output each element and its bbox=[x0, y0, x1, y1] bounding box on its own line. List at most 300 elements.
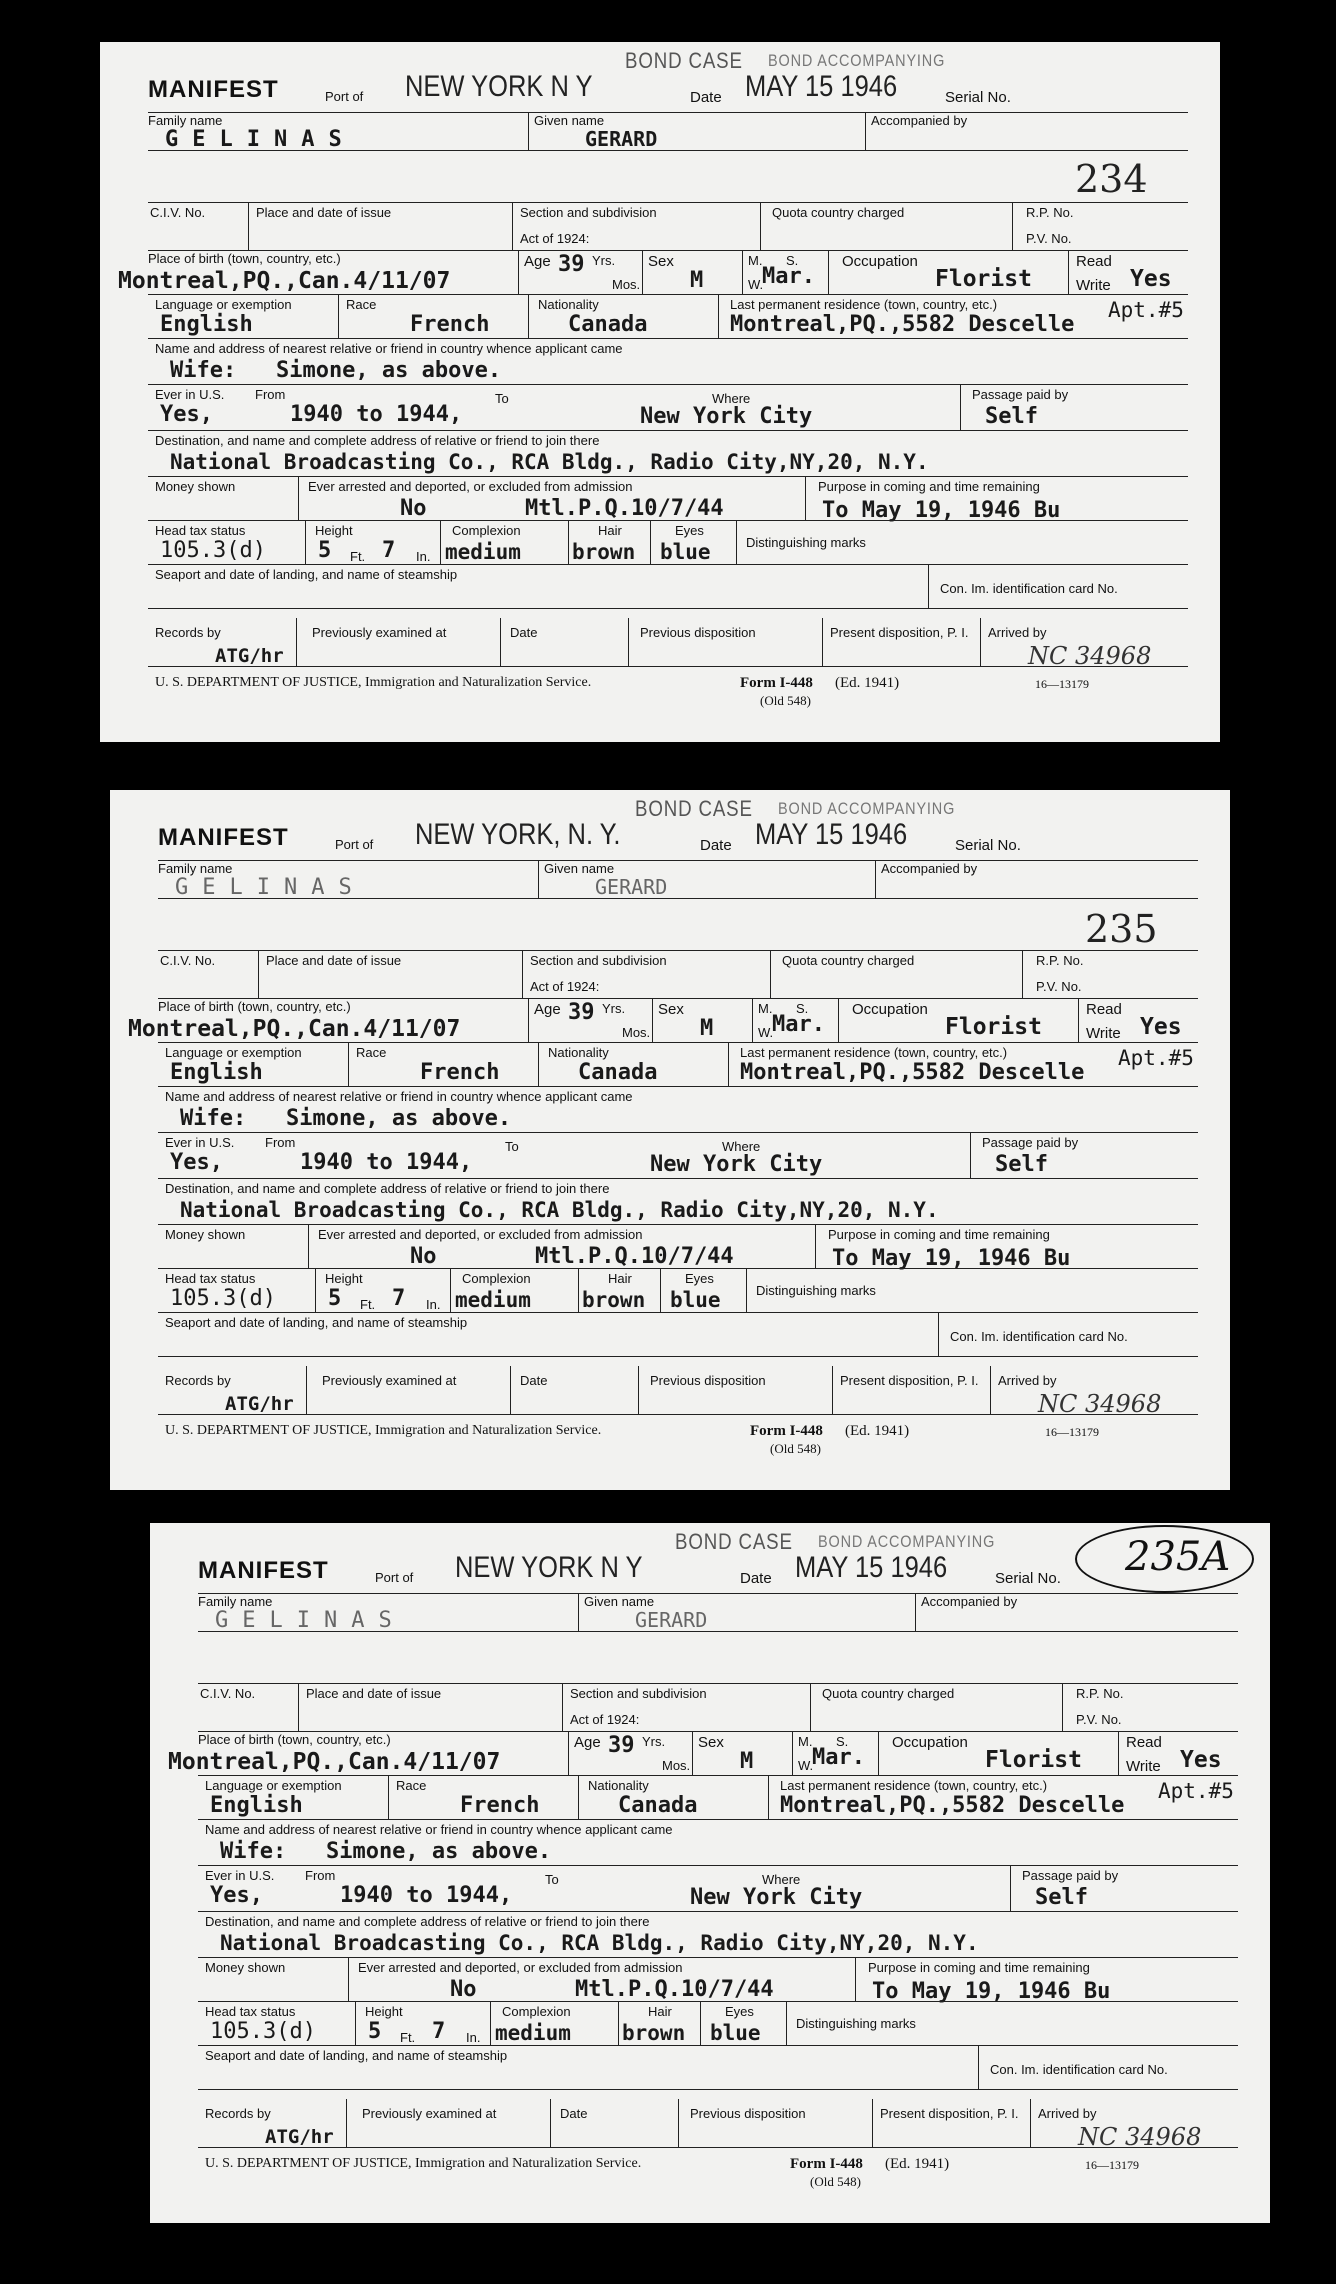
rule bbox=[148, 150, 1188, 151]
records-label: Records by bbox=[205, 2106, 271, 2121]
arrested-label: Ever arrested and deported, or excluded from admission bbox=[308, 479, 633, 494]
serial-label: Serial No. bbox=[945, 89, 1011, 106]
height-label: Height bbox=[325, 1271, 363, 1286]
arrived-by-value: NC 34968 bbox=[1078, 2123, 1202, 2151]
rule bbox=[198, 1631, 1238, 1632]
conim-label: Con. Im. identification card No. bbox=[940, 581, 1118, 596]
complexion-value: medium bbox=[495, 2021, 571, 2045]
rule bbox=[348, 1957, 349, 2001]
rule bbox=[158, 1086, 1198, 1087]
records-label: Records by bbox=[155, 625, 221, 640]
rule bbox=[198, 2045, 1238, 2046]
ever-us-value: Yes, bbox=[160, 402, 213, 427]
hair-label: Hair bbox=[598, 523, 622, 538]
race-value: French bbox=[460, 1793, 540, 1818]
rule bbox=[528, 294, 529, 338]
place-issue-label: Place and date of issue bbox=[256, 205, 392, 220]
rule bbox=[928, 564, 929, 608]
write-label: Write bbox=[1126, 1758, 1161, 1775]
rule bbox=[1010, 1865, 1011, 1911]
where-label: Where bbox=[712, 391, 751, 406]
rule bbox=[550, 2099, 551, 2147]
rule bbox=[158, 1268, 1198, 1269]
rule bbox=[970, 1132, 971, 1178]
date-label: Date bbox=[700, 837, 732, 854]
rule bbox=[148, 202, 1188, 203]
rule bbox=[1078, 998, 1079, 1042]
pv-label: P.V. No. bbox=[1036, 979, 1082, 994]
birth-value: Montreal,PQ.,Can.4/11/07 bbox=[118, 268, 451, 294]
read-write-value: Yes bbox=[1180, 1747, 1222, 1773]
accompanied-label: Accompanied by bbox=[871, 113, 968, 128]
marital-value: Mar. bbox=[772, 1012, 825, 1037]
prev-disp-label: Previous disposition bbox=[640, 625, 756, 640]
m-label: M. bbox=[798, 1734, 813, 1749]
sex-label: Sex bbox=[648, 253, 674, 270]
s-label: S. bbox=[796, 1001, 809, 1016]
to-label: To bbox=[545, 1872, 559, 1887]
sex-value: M bbox=[690, 268, 704, 293]
footer-dept: U. S. DEPARTMENT OF JUSTICE, Immigration and Naturalization Service. bbox=[165, 1423, 602, 1438]
rule bbox=[938, 1312, 939, 1356]
read-write-value: Yes bbox=[1140, 1014, 1182, 1040]
rule bbox=[348, 1042, 349, 1086]
rule bbox=[306, 1366, 307, 1414]
given-name-label: Given name bbox=[534, 113, 605, 128]
height-label: Height bbox=[315, 523, 353, 538]
bond-accompanying-stamp: BOND ACCOMPANYING bbox=[778, 799, 956, 818]
rule bbox=[148, 338, 1188, 339]
rule bbox=[198, 1775, 1238, 1776]
ever-us-label: Ever in U.S. bbox=[155, 387, 225, 402]
rule bbox=[148, 112, 1188, 113]
nationality-label: Nationality bbox=[548, 1045, 609, 1060]
m-label: M. bbox=[748, 253, 763, 268]
bond-accompanying-stamp: BOND ACCOMPANYING bbox=[768, 51, 946, 70]
section-label: Section and subdivision bbox=[570, 1686, 707, 1701]
rule bbox=[528, 998, 529, 1042]
residence-value: Montreal,PQ.,5582 Descelle bbox=[730, 312, 1075, 337]
money-label: Money shown bbox=[155, 479, 236, 494]
port-label: Port of bbox=[335, 837, 374, 852]
date-value: MAY 15 1946 bbox=[795, 1551, 948, 1584]
ft-label: Ft. bbox=[350, 549, 366, 564]
manifest-title: MANIFEST bbox=[148, 76, 279, 103]
act-label: Act of 1924: bbox=[530, 979, 600, 994]
place-issue-label: Place and date of issue bbox=[266, 953, 402, 968]
prev-exam-label: Previously examined at bbox=[362, 2106, 497, 2121]
records-by-value: ATG/hr bbox=[225, 1393, 294, 1415]
rule bbox=[618, 2001, 619, 2045]
rule bbox=[296, 618, 297, 666]
date2-label: Date bbox=[560, 2106, 588, 2121]
rule bbox=[728, 1042, 729, 1086]
rule bbox=[538, 860, 539, 898]
language-value: English bbox=[210, 1793, 303, 1818]
where-label: Where bbox=[762, 1872, 801, 1887]
rule bbox=[980, 618, 981, 666]
relative-value: Wife: Simone, as above. bbox=[220, 1839, 552, 1864]
rule bbox=[198, 1865, 1238, 1866]
date-label: Date bbox=[690, 89, 722, 106]
seaport-label: Seaport and date of landing, and name of steamship bbox=[155, 567, 458, 582]
act-label: Act of 1924: bbox=[520, 231, 590, 246]
w-label: W. bbox=[758, 1025, 774, 1040]
admission-ref-value: Mtl.P.Q.10/7/44 bbox=[535, 1244, 734, 1269]
rule bbox=[1022, 950, 1023, 998]
seaport-label: Seaport and date of landing, and name of steamship bbox=[165, 1315, 468, 1330]
marks-label: Distinguishing marks bbox=[796, 2016, 916, 2031]
civ-label: C.I.V. No. bbox=[200, 1686, 256, 1701]
rule bbox=[198, 1819, 1238, 1820]
footer-dept: U. S. DEPARTMENT OF JUSTICE, Immigration and Naturalization Service. bbox=[205, 2156, 642, 2171]
complexion-value: medium bbox=[455, 1288, 531, 1312]
yrs-label: Yrs. bbox=[642, 1734, 666, 1749]
nationality-label: Nationality bbox=[538, 297, 599, 312]
accompanied-label: Accompanied by bbox=[881, 861, 978, 876]
date2-label: Date bbox=[520, 1373, 548, 1388]
sex-label: Sex bbox=[698, 1734, 724, 1751]
headtax-label: Head tax status bbox=[155, 523, 246, 538]
mos-label: Mos. bbox=[612, 277, 641, 292]
height-label: Height bbox=[365, 2004, 403, 2019]
yrs-label: Yrs. bbox=[592, 253, 616, 268]
rule bbox=[158, 1042, 1198, 1043]
rule bbox=[1062, 1683, 1063, 1731]
footer-ed: (Ed. 1941) bbox=[885, 2156, 950, 2172]
rule bbox=[522, 950, 523, 998]
rule bbox=[528, 112, 529, 150]
records-by-value: ATG/hr bbox=[265, 2126, 334, 2148]
given-name-value: GERARD bbox=[635, 1608, 708, 1632]
rule bbox=[838, 998, 839, 1042]
rule bbox=[752, 998, 753, 1042]
from-label: From bbox=[265, 1135, 296, 1150]
rule bbox=[786, 2001, 787, 2045]
arrived-by-value: NC 34968 bbox=[1028, 642, 1152, 670]
section-label: Section and subdivision bbox=[520, 205, 657, 220]
height-in-value: 7 bbox=[382, 538, 396, 563]
birth-label: Place of birth (town, country, etc.) bbox=[148, 251, 341, 266]
rule bbox=[158, 1312, 1198, 1313]
rule bbox=[578, 1593, 579, 1631]
rule bbox=[148, 384, 1188, 385]
rule bbox=[338, 294, 339, 338]
rule bbox=[718, 294, 719, 338]
family-name-label: Family name bbox=[148, 113, 223, 128]
arrested-label: Ever arrested and deported, or excluded from admission bbox=[358, 1960, 683, 1975]
footer-form: Form I-448 bbox=[790, 2156, 863, 2172]
rule bbox=[500, 618, 501, 666]
where-label: Where bbox=[722, 1139, 761, 1154]
port-value: NEW YORK, N. Y. bbox=[415, 818, 621, 851]
rule bbox=[298, 476, 299, 520]
date-value: MAY 15 1946 bbox=[745, 70, 898, 103]
ft-label: Ft. bbox=[400, 2030, 416, 2045]
rule bbox=[518, 250, 519, 294]
rule bbox=[865, 112, 866, 150]
family-name-label: Family name bbox=[198, 1594, 273, 1609]
where-value: New York City bbox=[650, 1152, 823, 1177]
present-disp-label: Present disposition, P. I. bbox=[830, 625, 969, 640]
rule bbox=[198, 2147, 1238, 2148]
rule bbox=[810, 1683, 811, 1731]
marks-label: Distinguishing marks bbox=[756, 1283, 876, 1298]
headtax-value: 105.3(d) bbox=[160, 538, 266, 563]
manifest-card-3 bbox=[150, 1523, 1270, 2223]
rule bbox=[650, 520, 651, 564]
write-label: Write bbox=[1076, 277, 1111, 294]
occupation-value: Florist bbox=[945, 1014, 1042, 1040]
rule bbox=[158, 1414, 1198, 1415]
destination-label: Destination, and name and complete address of relative or friend to join there bbox=[165, 1181, 610, 1196]
rule bbox=[158, 898, 1198, 899]
rule bbox=[828, 250, 829, 294]
mos-label: Mos. bbox=[662, 1758, 691, 1773]
present-disp-label: Present disposition, P. I. bbox=[840, 1373, 979, 1388]
rule bbox=[638, 1366, 639, 1414]
rule bbox=[490, 2001, 491, 2045]
rule bbox=[562, 1683, 563, 1731]
age-value: 39 bbox=[608, 1733, 635, 1758]
footer-ed: (Ed. 1941) bbox=[845, 1423, 910, 1439]
footer-code: 16—13179 bbox=[1045, 1425, 1099, 1439]
pv-label: P.V. No. bbox=[1076, 1712, 1122, 1727]
eyes-value: blue bbox=[710, 2021, 761, 2045]
where-value: New York City bbox=[640, 404, 813, 429]
purpose-label: Purpose in coming and time remaining bbox=[868, 1960, 1090, 1975]
footer-ed: (Ed. 1941) bbox=[835, 675, 900, 691]
sex-value: M bbox=[740, 1749, 754, 1774]
nationality-value: Canada bbox=[618, 1793, 698, 1818]
mos-label: Mos. bbox=[622, 1025, 651, 1040]
prev-exam-label: Previously examined at bbox=[312, 625, 447, 640]
civ-label: C.I.V. No. bbox=[150, 205, 206, 220]
ft-label: Ft. bbox=[360, 1297, 376, 1312]
quota-label: Quota country charged bbox=[782, 953, 915, 968]
purpose-value: To May 19, 1946 Bu bbox=[822, 498, 1061, 523]
rule bbox=[760, 202, 761, 250]
birth-label: Place of birth (town, country, etc.) bbox=[158, 999, 351, 1014]
w-label: W. bbox=[748, 277, 764, 292]
marital-value: Mar. bbox=[762, 264, 815, 289]
admission-ref-value: Mtl.P.Q.10/7/44 bbox=[575, 1977, 774, 2002]
rule bbox=[805, 476, 806, 520]
rule bbox=[198, 1593, 1238, 1594]
sex-label: Sex bbox=[658, 1001, 684, 1018]
rule bbox=[248, 202, 249, 250]
residence-label: Last permanent residence (town, country, etc.) bbox=[780, 1778, 1048, 1793]
rule bbox=[148, 294, 1188, 295]
passage-value: Self bbox=[995, 1152, 1048, 1177]
rule bbox=[510, 1366, 511, 1414]
destination-value: National Broadcasting Co., RCA Bldg., Radio City,NY,20, N.Y. bbox=[180, 1198, 939, 1222]
footer-old: (Old 548) bbox=[760, 693, 811, 708]
footer-old: (Old 548) bbox=[770, 1441, 821, 1456]
rule bbox=[875, 860, 876, 898]
rule bbox=[388, 1775, 389, 1819]
accompanied-label: Accompanied by bbox=[921, 1594, 1018, 1609]
rule bbox=[642, 250, 643, 294]
height-in-value: 7 bbox=[432, 2019, 446, 2044]
rule bbox=[450, 1268, 451, 1312]
passage-label: Passage paid by bbox=[972, 387, 1069, 402]
rule bbox=[915, 1593, 916, 1631]
rule bbox=[578, 1268, 579, 1312]
race-label: Race bbox=[396, 1778, 427, 1793]
manifest-title: MANIFEST bbox=[198, 1557, 329, 1584]
relative-value: Wife: Simone, as above. bbox=[180, 1106, 512, 1131]
hair-value: brown bbox=[622, 2021, 686, 2045]
conim-label: Con. Im. identification card No. bbox=[950, 1329, 1128, 1344]
rule bbox=[960, 384, 961, 430]
relative-value: Wife: Simone, as above. bbox=[170, 358, 502, 383]
passage-value: Self bbox=[985, 404, 1038, 429]
nationality-value: Canada bbox=[578, 1060, 658, 1085]
rule bbox=[568, 1731, 569, 1775]
birth-value: Montreal,PQ.,Can.4/11/07 bbox=[128, 1016, 461, 1042]
apt-value: Apt.#5 bbox=[1108, 298, 1184, 322]
family-name-value: GELINAS bbox=[215, 1608, 406, 1633]
rule bbox=[768, 1775, 769, 1819]
eyes-value: blue bbox=[670, 1288, 721, 1312]
marks-label: Distinguishing marks bbox=[746, 535, 866, 550]
rule bbox=[258, 950, 259, 998]
birth-label: Place of birth (town, country, etc.) bbox=[198, 1732, 391, 1747]
rule bbox=[148, 430, 1188, 431]
rule bbox=[346, 2099, 347, 2147]
family-name-label: Family name bbox=[158, 861, 233, 876]
w-label: W. bbox=[798, 1758, 814, 1773]
complexion-label: Complexion bbox=[462, 1271, 531, 1286]
age-value: 39 bbox=[558, 252, 585, 277]
given-name-label: Given name bbox=[544, 861, 615, 876]
nationality-value: Canada bbox=[568, 312, 648, 337]
occupation-value: Florist bbox=[935, 266, 1032, 292]
rule bbox=[198, 1911, 1238, 1912]
rule bbox=[148, 666, 1188, 667]
money-label: Money shown bbox=[205, 1960, 286, 1975]
serial-number: 235 bbox=[1085, 907, 1158, 951]
residence-value: Montreal,PQ.,5582 Descelle bbox=[740, 1060, 1085, 1085]
rule bbox=[990, 1366, 991, 1414]
hair-value: brown bbox=[572, 540, 636, 564]
residence-label: Last permanent residence (town, country, etc.) bbox=[740, 1045, 1008, 1060]
rule bbox=[568, 520, 569, 564]
ever-us-value: Yes, bbox=[210, 1883, 263, 1908]
in-label: In. bbox=[426, 1297, 441, 1312]
height-in-value: 7 bbox=[392, 1286, 406, 1311]
occupation-label: Occupation bbox=[852, 1001, 928, 1018]
rule bbox=[792, 1731, 793, 1775]
footer-form: Form I-448 bbox=[750, 1423, 823, 1439]
headtax-label: Head tax status bbox=[165, 1271, 256, 1286]
height-ft-value: 5 bbox=[368, 2019, 382, 2044]
purpose-label: Purpose in coming and time remaining bbox=[828, 1227, 1050, 1242]
from-label: From bbox=[255, 387, 286, 402]
race-value: French bbox=[420, 1060, 500, 1085]
rule bbox=[742, 250, 743, 294]
rule bbox=[305, 520, 306, 564]
relative-label: Name and address of nearest relative or friend in country whence applicant came bbox=[155, 341, 623, 356]
read-write-value: Yes bbox=[1130, 266, 1172, 292]
rule bbox=[978, 2045, 979, 2089]
rule bbox=[198, 1957, 1238, 1958]
headtax-value: 105.3(d) bbox=[170, 1286, 276, 1311]
residence-value: Montreal,PQ.,5582 Descelle bbox=[780, 1793, 1125, 1818]
height-ft-value: 5 bbox=[328, 1286, 342, 1311]
footer-dept: U. S. DEPARTMENT OF JUSTICE, Immigration and Naturalization Service. bbox=[155, 675, 592, 690]
present-disp-label: Present disposition, P. I. bbox=[880, 2106, 1019, 2121]
eyes-label: Eyes bbox=[675, 523, 704, 538]
destination-value: National Broadcasting Co., RCA Bldg., Radio City,NY,20, N.Y. bbox=[220, 1931, 979, 1955]
rule bbox=[872, 2099, 873, 2147]
rule bbox=[148, 520, 1188, 521]
rule bbox=[678, 2099, 679, 2147]
footer-code: 16—13179 bbox=[1035, 677, 1089, 691]
complexion-label: Complexion bbox=[502, 2004, 571, 2019]
date-value: MAY 15 1946 bbox=[755, 818, 908, 851]
residence-label: Last permanent residence (town, country, etc.) bbox=[730, 297, 998, 312]
age-label: Age bbox=[524, 253, 551, 270]
rule bbox=[440, 520, 441, 564]
rule bbox=[770, 950, 771, 998]
date-label: Date bbox=[740, 1570, 772, 1587]
rp-label: R.P. No. bbox=[1026, 205, 1074, 220]
rule bbox=[1118, 1731, 1119, 1775]
seaport-label: Seaport and date of landing, and name of steamship bbox=[205, 2048, 508, 2063]
place-issue-label: Place and date of issue bbox=[306, 1686, 442, 1701]
rule bbox=[148, 476, 1188, 477]
rule bbox=[158, 1132, 1198, 1133]
port-label: Port of bbox=[325, 89, 364, 104]
arrested-value: No bbox=[450, 1977, 477, 2002]
serial-number: 235A bbox=[1125, 1534, 1231, 1580]
rule bbox=[158, 860, 1198, 861]
purpose-value: To May 19, 1946 Bu bbox=[872, 1979, 1111, 2004]
language-label: Language or exemption bbox=[205, 1778, 342, 1793]
s-label: S. bbox=[836, 1734, 849, 1749]
birth-value: Montreal,PQ.,Can.4/11/07 bbox=[168, 1749, 501, 1775]
rule bbox=[660, 1268, 661, 1312]
age-label: Age bbox=[574, 1734, 601, 1751]
manifest-card-1 bbox=[100, 42, 1220, 742]
admission-ref-value: Mtl.P.Q.10/7/44 bbox=[525, 496, 724, 521]
rule bbox=[815, 1224, 816, 1268]
bond-accompanying-stamp: BOND ACCOMPANYING bbox=[818, 1532, 996, 1551]
race-label: Race bbox=[356, 1045, 387, 1060]
rule bbox=[158, 1356, 1198, 1357]
arrived-label: Arrived by bbox=[988, 625, 1047, 640]
complexion-value: medium bbox=[445, 540, 521, 564]
section-label: Section and subdivision bbox=[530, 953, 667, 968]
given-name-label: Given name bbox=[584, 1594, 655, 1609]
ever-us-label: Ever in U.S. bbox=[205, 1868, 275, 1883]
rule bbox=[512, 202, 513, 250]
rule bbox=[832, 1366, 833, 1414]
complexion-label: Complexion bbox=[452, 523, 521, 538]
language-label: Language or exemption bbox=[155, 297, 292, 312]
rule bbox=[652, 998, 653, 1042]
rule bbox=[158, 950, 1198, 951]
rule bbox=[198, 2089, 1238, 2090]
footer-old: (Old 548) bbox=[810, 2174, 861, 2189]
where-value: New York City bbox=[690, 1885, 863, 1910]
purpose-value: To May 19, 1946 Bu bbox=[832, 1246, 1071, 1271]
serial-circle bbox=[1075, 1525, 1254, 1593]
rule bbox=[692, 1731, 693, 1775]
rule bbox=[158, 1224, 1198, 1225]
